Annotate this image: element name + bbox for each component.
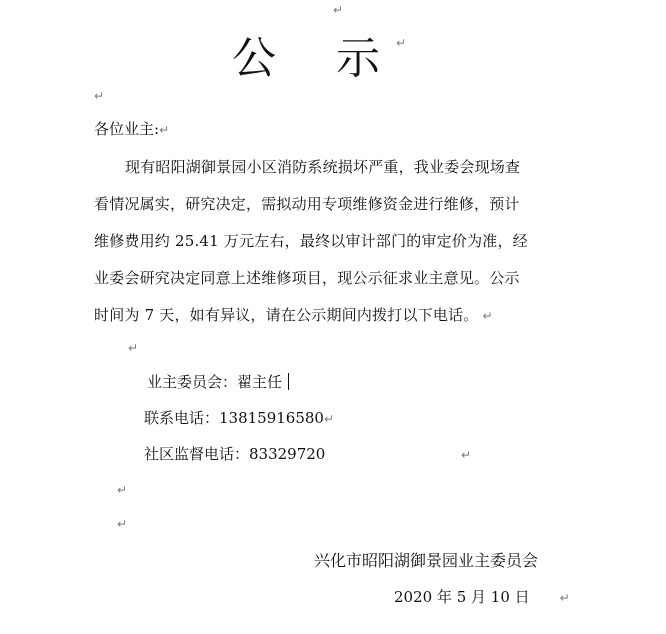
paragraph-mark: ↵ <box>559 591 570 605</box>
committee-contact-text: 业主委员会：翟主任 <box>147 373 283 391</box>
supervision-contact-text: 社区监督电话：83329720 <box>144 445 326 463</box>
paragraph-mark: ↵ <box>482 309 493 323</box>
paragraph-mark: ↵ <box>323 412 335 426</box>
title-char-1: 公 <box>232 33 276 84</box>
body-line: 看情况属实，研究决定，需拟动用专项维修资金进行维修，预计 <box>94 195 520 213</box>
title-char-2: 示 <box>336 33 380 84</box>
committee-contact <box>147 371 289 392</box>
body-line: 维修费用约 25.41 万元左右，最终以审计部门的审定价为准，经 <box>94 232 528 250</box>
paragraph-mark: ↵ <box>128 341 139 355</box>
paragraph-mark: ↵ <box>333 3 344 17</box>
salutation-text: 各位业主: <box>94 120 160 138</box>
signature-date <box>394 586 570 607</box>
paragraph-mark: ↵ <box>117 483 128 497</box>
salutation <box>94 111 169 148</box>
paragraph-mark: ↵ <box>94 89 105 103</box>
supervision-contact <box>144 443 325 464</box>
paragraph-mark: ↵ <box>159 123 170 137</box>
body-line: 现有昭阳湖御景园小区消防系统损坏严重，我业委会现场查 <box>125 158 521 176</box>
signature-date-text: 2020 年 5 月 10 日 <box>394 588 530 606</box>
body-paragraph <box>94 149 582 334</box>
page-title <box>232 22 406 86</box>
text-cursor <box>288 373 289 390</box>
body-line: 业委会研究决定同意上述维修项目，现公示征求业主意见。公示 <box>94 269 520 287</box>
phone-contact-text: 联系电话：13815916580 <box>144 409 324 427</box>
body-line: 时间为 7 天，如有异议，请在公示期间内拨打以下电话。 <box>94 306 479 324</box>
signature-organization: 兴化市昭阳湖御景园业主委员会 <box>314 551 539 570</box>
phone-contact <box>144 407 334 428</box>
paragraph-mark: ↵ <box>117 517 128 531</box>
paragraph-mark: ↵ <box>396 36 407 50</box>
paragraph-mark: ↵ <box>461 448 472 462</box>
